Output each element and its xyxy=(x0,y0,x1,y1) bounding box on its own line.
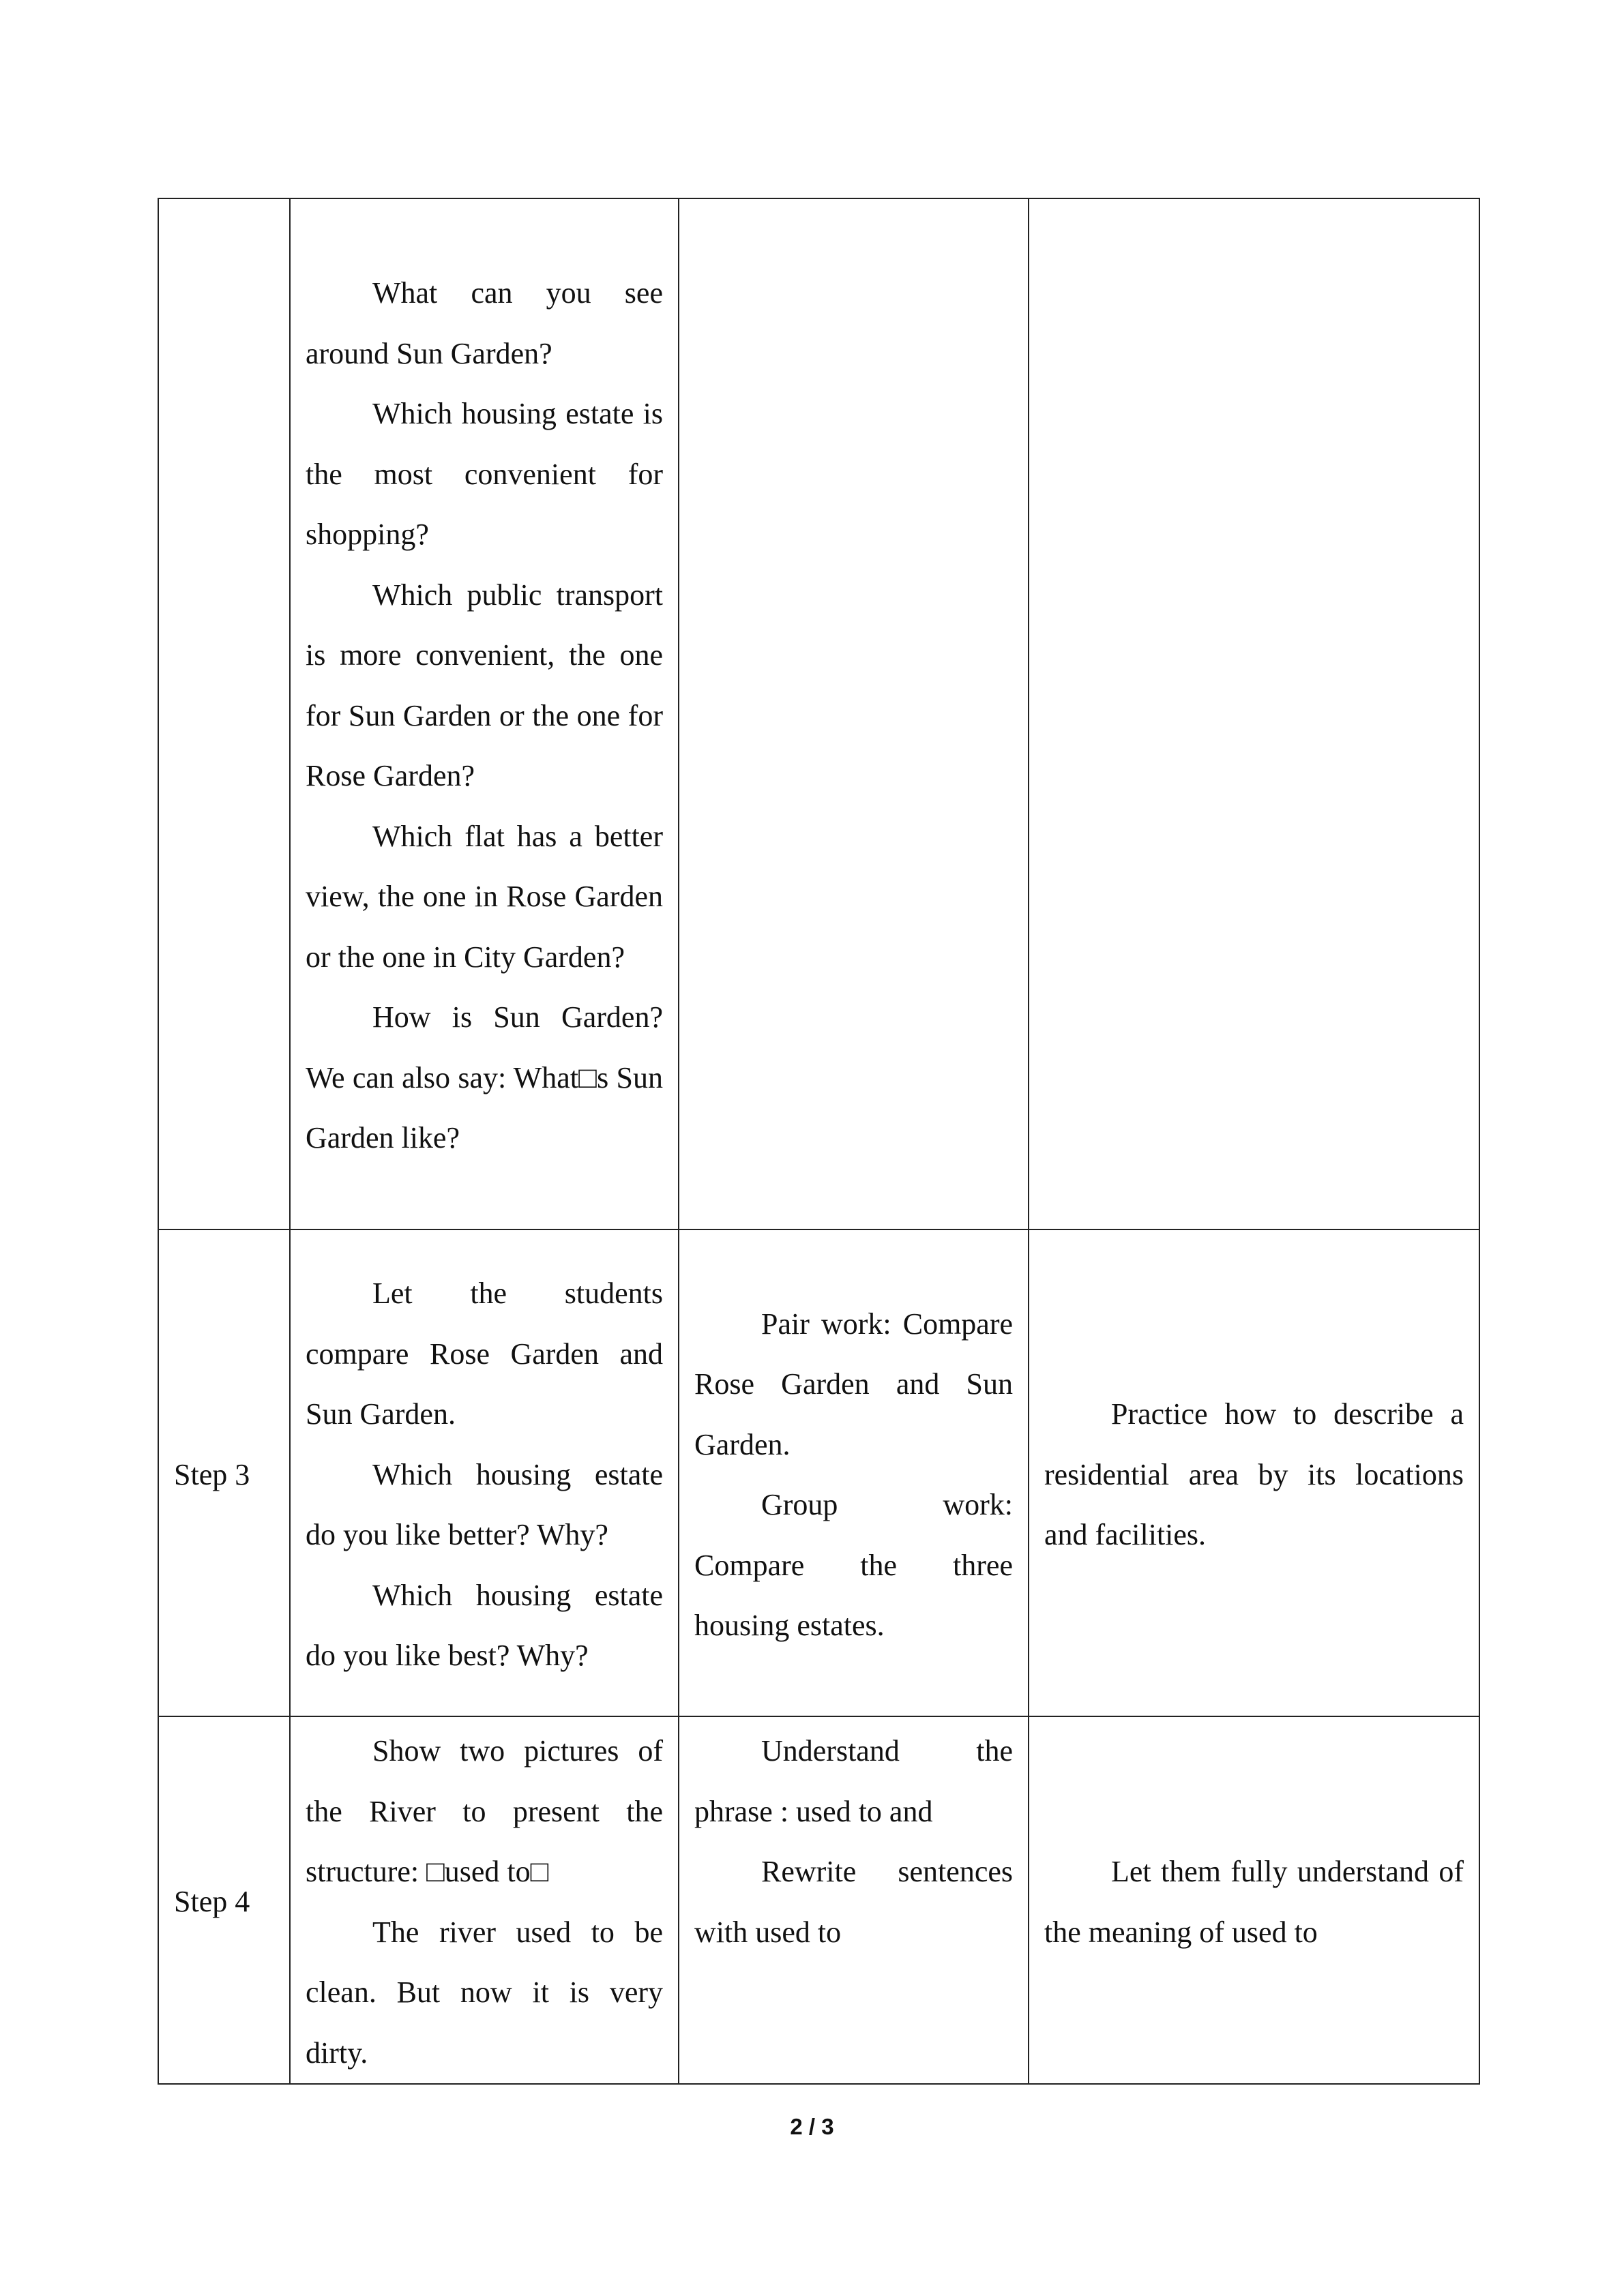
lesson-plan-table xyxy=(158,198,1480,2085)
teacher-question: Which flat has a better view, the one in Rose Garden or the one in City Garden? xyxy=(306,819,663,974)
step-cell xyxy=(158,1716,290,2084)
teacher-question: What can you see around Sun Garden? xyxy=(306,276,663,370)
teacher-activity-cell xyxy=(290,1229,679,1716)
teacher-question: How is Sun Garden? We can also say: What□s Sun Garden like? xyxy=(306,1000,663,1155)
purpose-text: Practice how to describe a residential area by its locations and facilities. xyxy=(1044,1397,1464,1552)
student-activity: Rewrite sentences with used to xyxy=(694,1855,1013,1949)
page-number: 2 / 3 xyxy=(790,2114,834,2139)
purpose-cell xyxy=(1029,1229,1479,1716)
purpose-cell xyxy=(1029,198,1479,1229)
purpose-cell xyxy=(1029,1716,1479,2084)
step-cell xyxy=(158,198,290,1229)
teacher-activity-cell xyxy=(290,1716,679,2084)
teacher-question: Which public transport is more convenient, the one for Sun Garden or the one for Rose Garden? xyxy=(306,578,663,793)
teacher-question: Which housing estate do you like best? Why? xyxy=(306,1578,663,1673)
teacher-instruction: Let the students compare Rose Garden and Sun Garden. xyxy=(306,1277,663,1431)
teacher-example: The river used to be clean. But now it is very dirty. xyxy=(306,1915,663,2070)
student-activity-cell xyxy=(679,1716,1029,2084)
student-activity-cell xyxy=(679,198,1029,1229)
student-activity: Pair work: Compare Rose Garden and Sun Garden. xyxy=(694,1307,1013,1461)
step-label: Step 4 xyxy=(174,1885,250,1919)
student-activity: Understand the phrase : used to and xyxy=(694,1734,1013,1828)
table-row xyxy=(158,1229,1479,1716)
step-label: Step 3 xyxy=(174,1457,250,1491)
student-activity: Group work: Compare the three housing estates. xyxy=(694,1488,1013,1642)
teacher-activity-cell xyxy=(290,198,679,1229)
teacher-instruction: Show two pictures of the River to present the structure: □used to□ xyxy=(306,1734,663,1888)
purpose-text: Let them fully understand of the meaning of used to xyxy=(1044,1855,1464,1949)
table-row xyxy=(158,1716,1479,2084)
teacher-question: Which housing estate is the most convenient for shopping? xyxy=(306,397,663,552)
step-cell xyxy=(158,1229,290,1716)
teacher-question: Which housing estate do you like better? Why? xyxy=(306,1457,663,1552)
student-activity-cell xyxy=(679,1229,1029,1716)
table-row xyxy=(158,198,1479,1229)
